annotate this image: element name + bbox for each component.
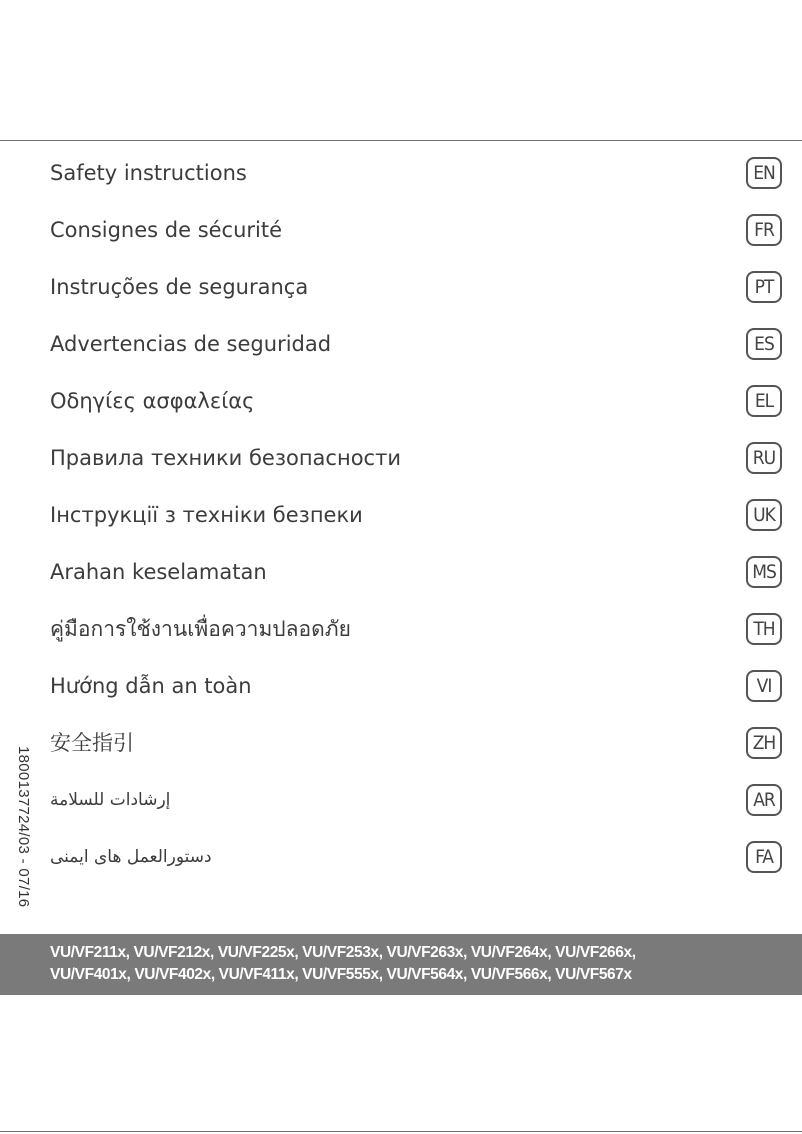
language-code-badge: FR xyxy=(746,214,782,246)
language-title: Arahan keselamatan xyxy=(50,560,267,584)
language-title: คู่มือการใช้งานเพื่อความปลอดภัย xyxy=(50,617,351,641)
language-title: Інструкції з техніки безпеки xyxy=(50,503,363,527)
document-code: 1800137724/03 - 07/16 xyxy=(15,746,32,908)
model-list-band xyxy=(0,934,802,995)
language-code-badge: ES xyxy=(746,328,782,360)
language-code-badge: UK xyxy=(746,499,782,531)
language-code-badge: EL xyxy=(746,385,782,417)
language-row-th[interactable] xyxy=(0,601,802,658)
language-title: Hướng dẫn an toàn xyxy=(50,674,252,698)
language-title: Advertencias de seguridad xyxy=(50,332,332,356)
language-row-uk[interactable] xyxy=(0,487,802,544)
language-row-fa[interactable] xyxy=(0,829,802,886)
language-title: إرشادات للسلامة xyxy=(50,790,171,810)
language-row-es[interactable] xyxy=(0,316,802,373)
language-title: دستورالعمل های ایمنی xyxy=(50,847,212,867)
language-title: Safety instructions xyxy=(50,161,247,185)
model-list-line-2: VU/VF401x, VU/VF402x, VU/VF411x, VU/VF555x, VU/VF564x, VU/VF566x, VU/VF567x xyxy=(50,966,632,983)
model-list-line-1: VU/VF211x, VU/VF212x, VU/VF225x, VU/VF253x, VU/VF263x, VU/VF264x, VU/VF266x, xyxy=(50,944,636,961)
language-code-badge: PT xyxy=(746,271,782,303)
language-code-badge: ZH xyxy=(746,727,782,759)
language-code-badge: RU xyxy=(746,442,782,474)
language-row-en[interactable] xyxy=(0,145,802,202)
language-row-ms[interactable] xyxy=(0,544,802,601)
language-row-zh[interactable] xyxy=(0,715,802,772)
language-code-badge: EN xyxy=(746,157,782,189)
language-title: Consignes de sécurité xyxy=(50,218,283,242)
language-title: Οδηγίες ασφαλείας xyxy=(50,389,255,413)
language-code-badge: AR xyxy=(746,784,782,816)
language-row-fr[interactable] xyxy=(0,202,802,259)
language-code-badge: VI xyxy=(746,670,782,702)
top-divider xyxy=(0,140,802,141)
bottom-divider xyxy=(0,1131,802,1132)
language-row-ru[interactable] xyxy=(0,430,802,487)
language-row-vi[interactable] xyxy=(0,658,802,715)
language-title: Правила техники безопасности xyxy=(50,446,401,470)
language-code-badge: MS xyxy=(746,556,782,588)
language-row-ar[interactable] xyxy=(0,772,802,829)
language-row-pt[interactable] xyxy=(0,259,802,316)
language-code-badge: TH xyxy=(746,613,782,645)
language-row-el[interactable] xyxy=(0,373,802,430)
language-title: Instruções de segurança xyxy=(50,275,309,299)
language-title: 安全指引 xyxy=(50,731,134,755)
language-code-badge: FA xyxy=(746,841,782,873)
